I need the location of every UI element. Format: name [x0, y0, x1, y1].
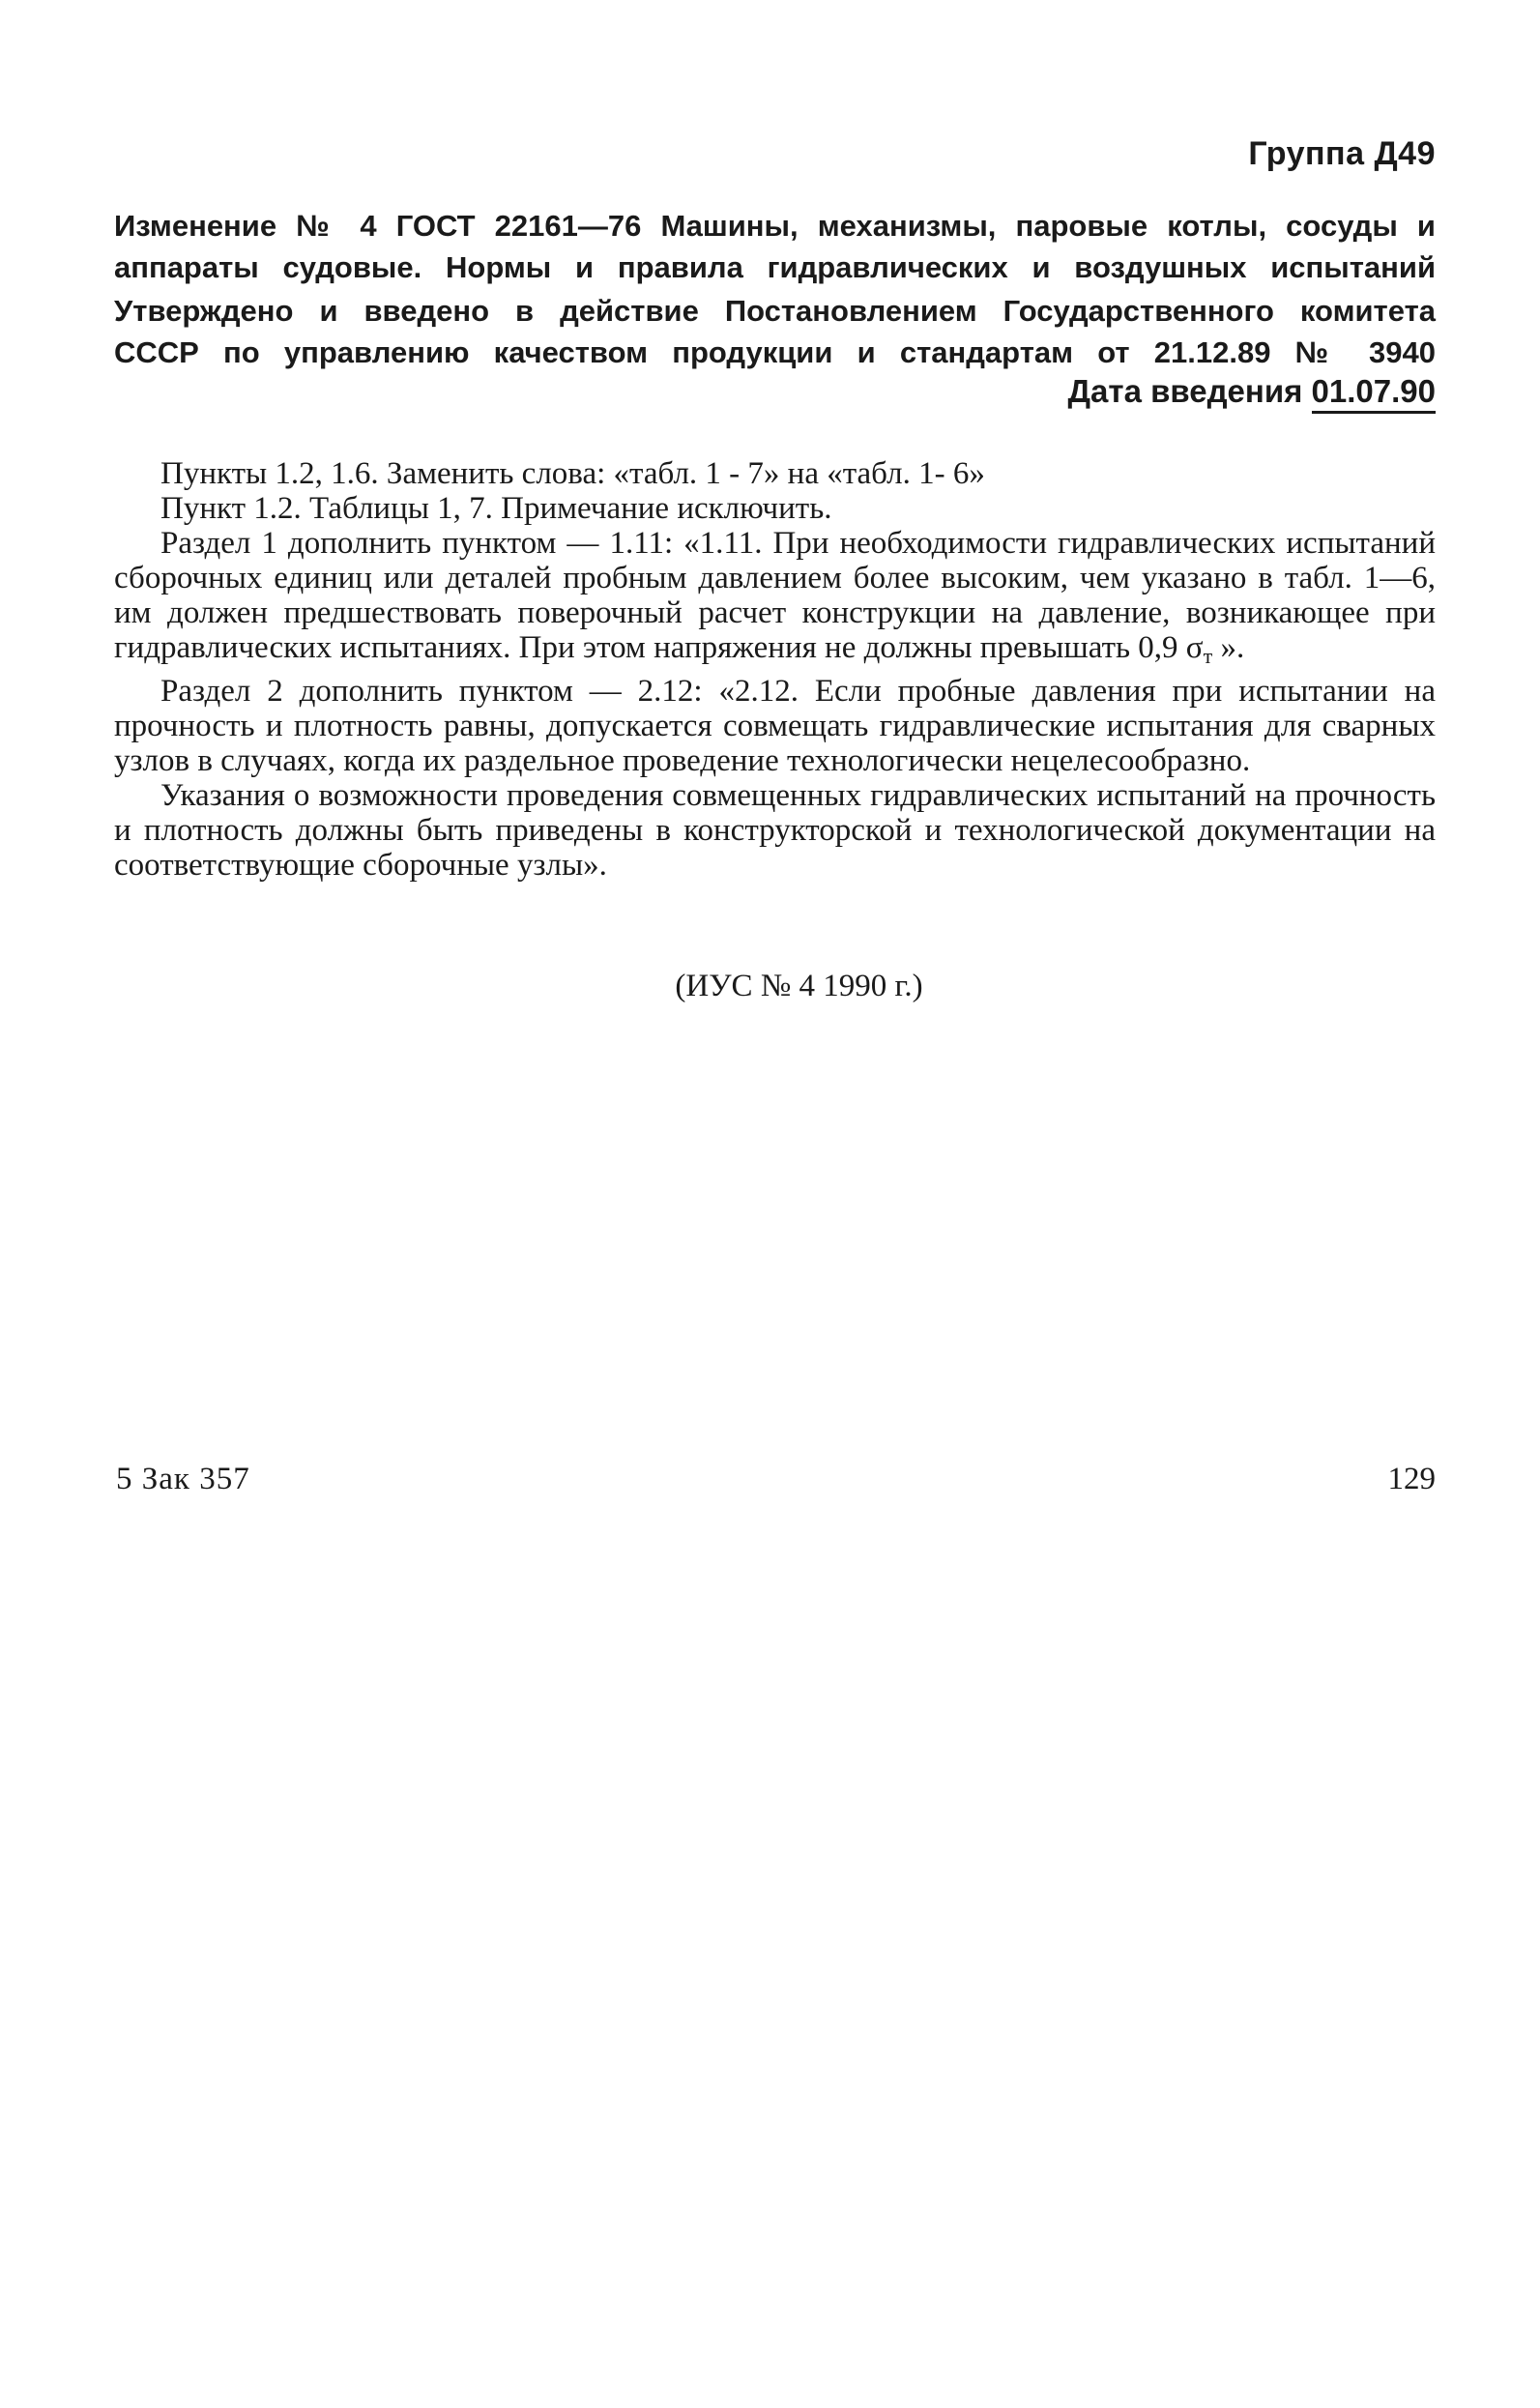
date-value: 01.07.90 [1312, 373, 1436, 414]
title-line: аппараты судовые. Нормы и правила гидравлических и воздушных испытаний [114, 250, 1436, 284]
paragraph [114, 526, 1436, 674]
ius-reference [0, 969, 1540, 1004]
page-number: 129 [1387, 1462, 1436, 1496]
paragraph: Указания о возможности проведения совмещенных гидравлических испытаний на прочность и плотность должны быть приведены в конструкторской и технологической документации на соответствующие сборочные узлы». [114, 778, 1436, 883]
paragraph-end: ». [1212, 630, 1245, 665]
amendment-body [114, 456, 1436, 883]
amendment-title [114, 205, 1436, 288]
paragraph: Раздел 2 дополнить пунктом — 2.12: «2.12. Если пробные давления при испытании на прочность и плотность равны, допускается совмещать гидравлические испытания для сварных узлов в случаях, когда их раздельное проведение технологически нецелесообразно. [114, 674, 1436, 778]
paragraph-text: Раздел 1 дополнить пунктом — 1.11: «1.11. При необходимости гидравлических испытаний сборочных единиц или деталей пробным давлением более высоким, чем указано в табл. 1—6, им должен предшествовать поверочный расчет конструкции на давление, возникающее при гидравлических испытаниях. При этом напряжения не должны превышать 0,9 σ [114, 526, 1436, 665]
title-line: Изменение № 4 ГОСТ 22161—76 Машины, механизмы, паровые котлы, сосуды и [114, 209, 1436, 243]
approval-statement [114, 290, 1436, 373]
group-code: Группа Д49 [1248, 135, 1436, 172]
paragraph: Пункты 1.2, 1.6. Заменить слова: «табл. 1 - 7» на «табл. 1- 6» [160, 456, 985, 491]
paragraph: Пункт 1.2. Таблицы 1, 7. Примечание исключить. [160, 491, 832, 526]
approval-line: Утверждено и введено в действие Постановлением Государственного комитета [114, 294, 1436, 328]
effective-date [1068, 373, 1436, 410]
subscript: т [1203, 644, 1213, 668]
approval-line: СССР по управлению качеством продукции и стандартам от 21.12.89 № 3940 [114, 335, 1436, 369]
order-number: 5 Зак 357 [116, 1462, 250, 1496]
ius-text: (ИУС № 4 1990 г.) [675, 969, 923, 1003]
date-label: Дата введения [1067, 373, 1303, 409]
